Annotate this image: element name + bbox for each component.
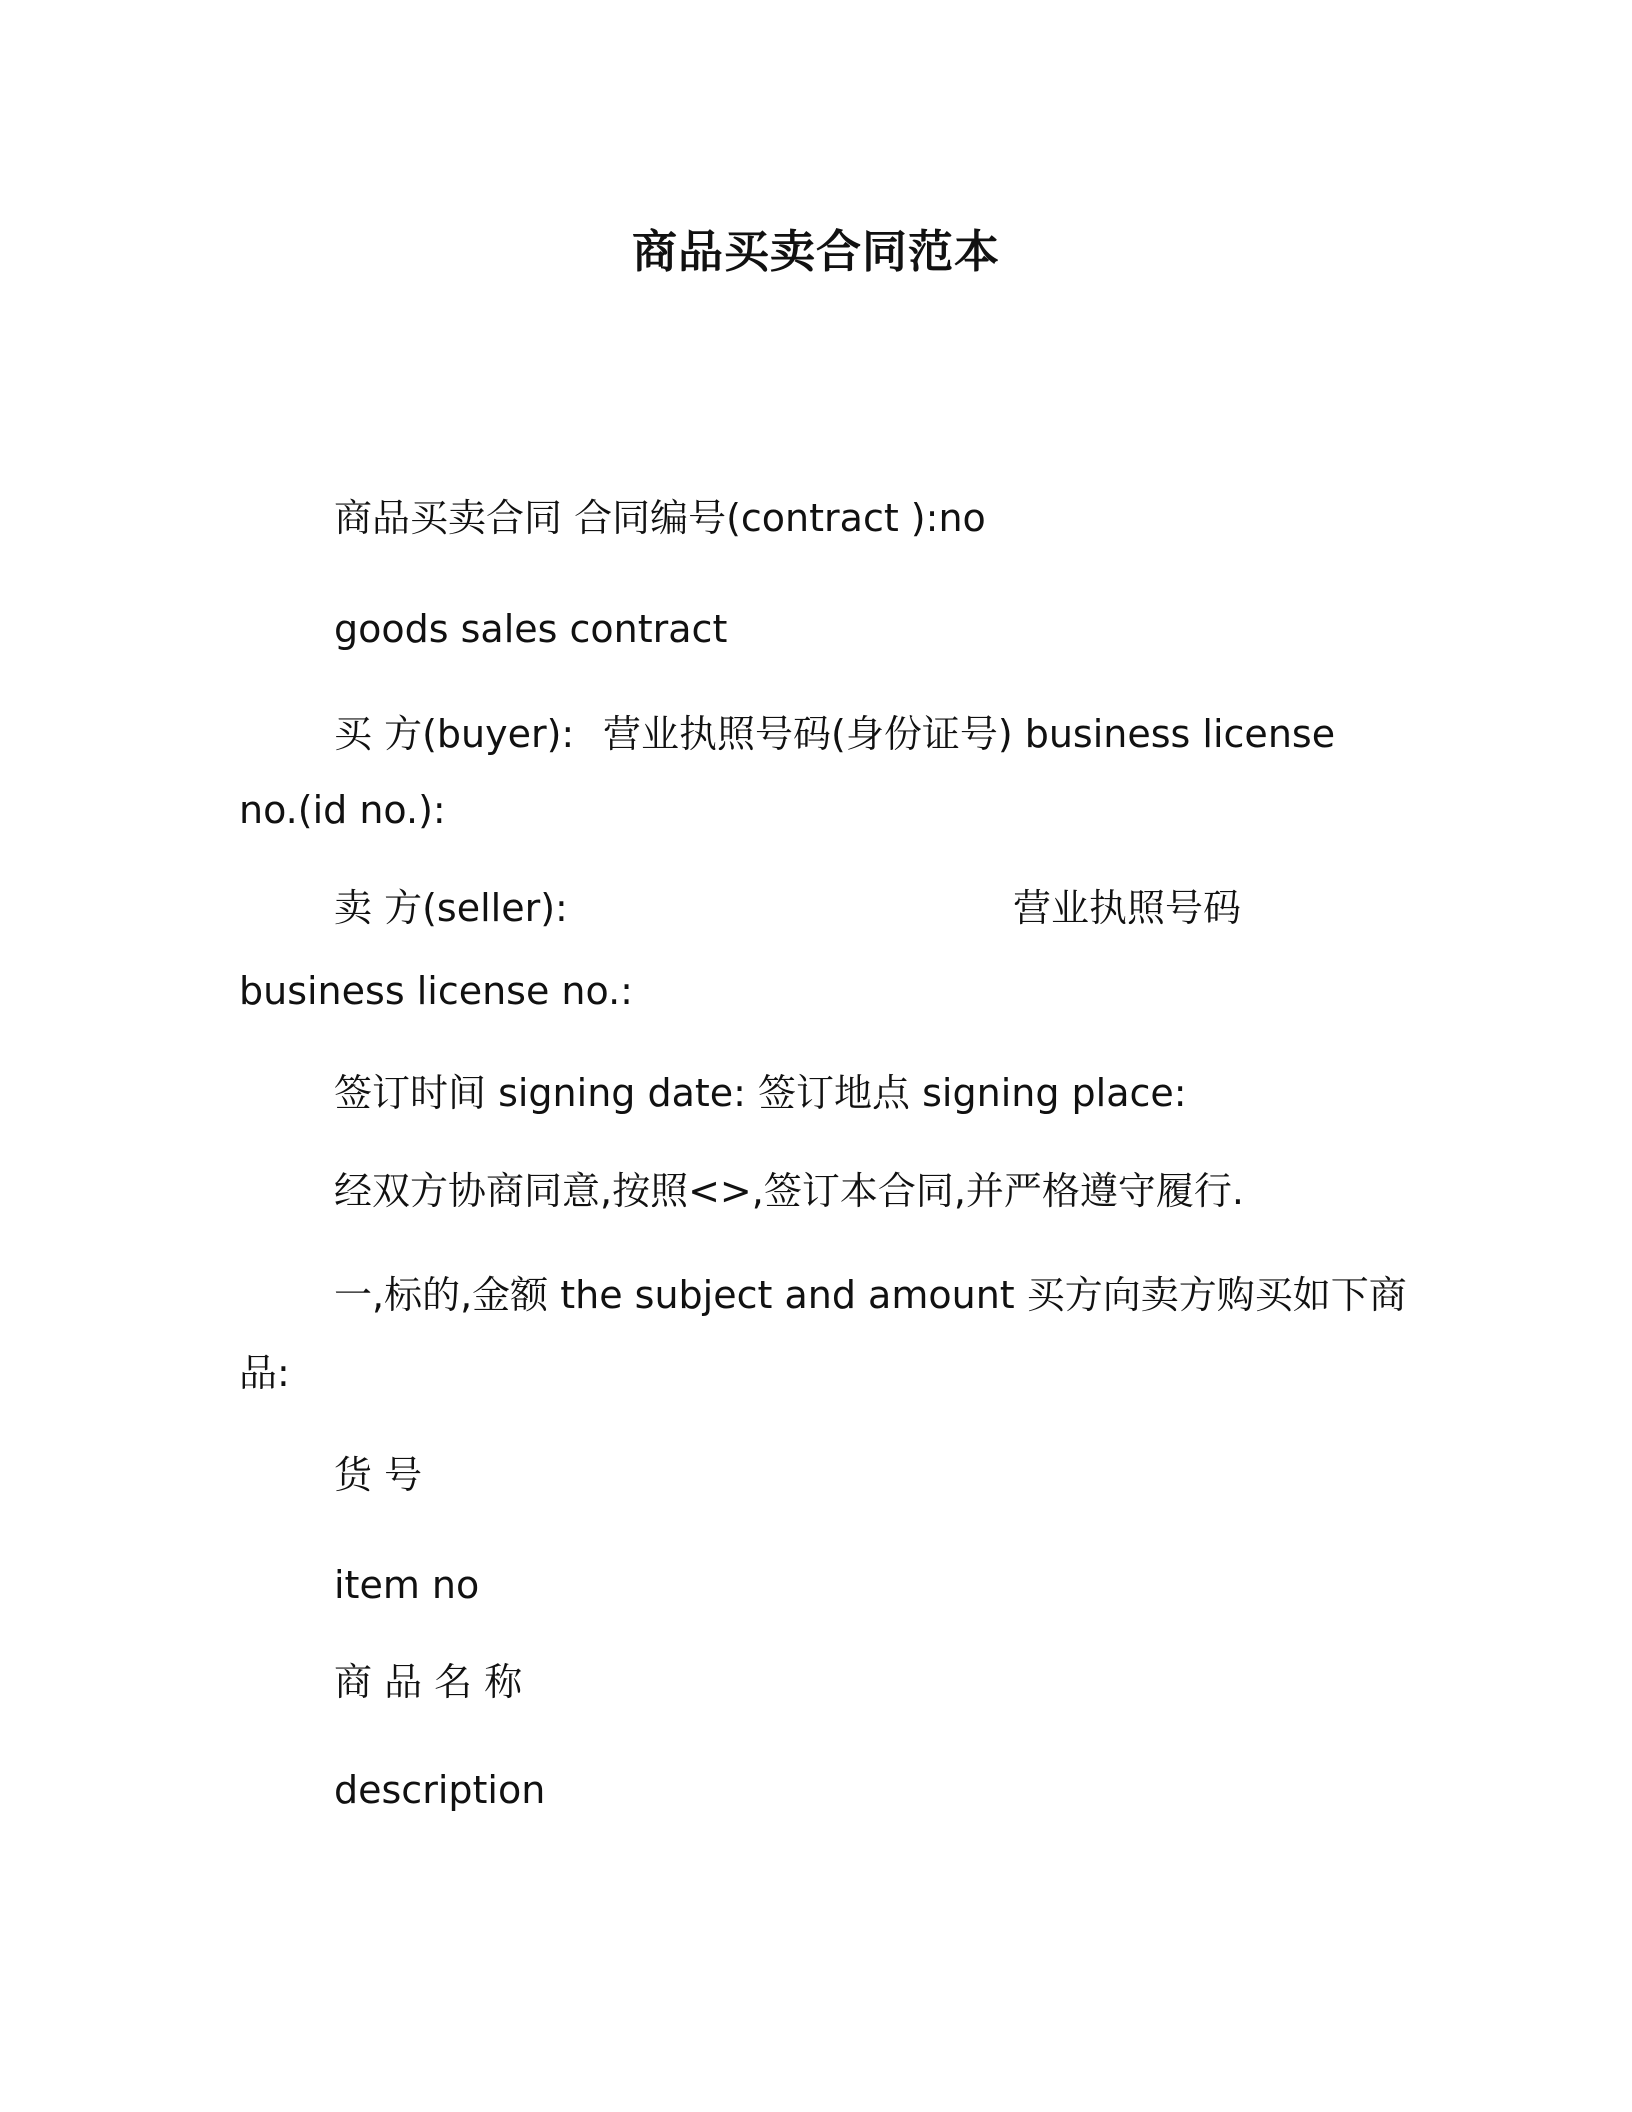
description-cn-label: 商 品 名 称: [334, 1660, 523, 1704]
english-title-line: goods sales contract: [334, 607, 728, 651]
signing-info-line: 签订时间 signing date: 签订地点 signing place:: [334, 1071, 1187, 1115]
subject-amount-line: 一,标的,金额 the subject and amount 买方向卖方购买如下商: [334, 1273, 1407, 1317]
buyer-license-label: 营业执照号码(身份证号) business license: [603, 712, 1336, 756]
item-no-cn-label: 货 号: [334, 1453, 423, 1497]
description-en-label: description: [334, 1768, 546, 1812]
seller-license-label: 营业执照号码: [1013, 886, 1242, 930]
seller-license-no-line: business license no.:: [239, 969, 633, 1013]
buyer-id-no-line: no.(id no.):: [239, 788, 446, 832]
contract-number-line: 商品买卖合同 合同编号(contract ):no: [334, 496, 986, 540]
document-title: 商品买卖合同范本: [631, 225, 1000, 278]
agreement-line: 经双方协商同意,按照<>,签订本合同,并严格遵守履行.: [334, 1169, 1244, 1213]
buyer-label: 买 方(buyer):: [334, 712, 575, 756]
seller-label: 卖 方(seller):: [334, 886, 568, 930]
subject-amount-continuation: 品:: [239, 1351, 290, 1395]
item-no-en-label: item no: [334, 1563, 480, 1607]
